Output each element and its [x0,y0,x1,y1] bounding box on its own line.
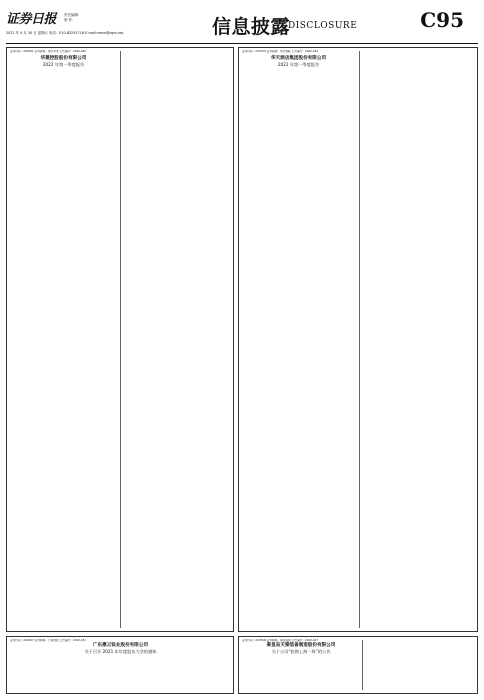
right-report-column-1 [242,50,355,629]
editor-credits [64,13,82,22]
page-number: C95 [420,8,464,32]
right-report-code-line: 证券代码：002010 证券简称：传化智联 公告编号：2022-034 [242,50,318,53]
right-report-company: 华天酒店集团股份有限公司 [270,55,327,61]
left-report-pane [6,47,234,632]
bottom-left-notice [6,636,234,694]
right-report-pane [238,47,478,632]
bottom-left-title: 关于召开 2021 年年度股东大会的通知 [84,648,157,654]
masthead-rule [6,43,478,44]
left-report-column-2 [123,50,232,629]
bottom-left-code-line: 证券代码：002647 证券简称：仁东控股 公告编号：2022-031 [10,639,86,642]
bottom-right-notice-column-2 [365,639,476,691]
column-divider [362,640,363,690]
left-report-column-1 [10,50,117,629]
section-title: 信息披露 [212,16,291,38]
left-report-company: 华菱控股股份有限公司 [40,55,87,61]
masthead [6,6,478,46]
column-divider [359,51,360,628]
bottom-right-title: 关于公司“收购上海一致”的公告 [271,648,331,654]
column-divider [120,51,121,628]
newspaper-logo: 证券日报 [6,12,57,27]
dateline: 2022 年 4 月 30 日 星期六 电话：010-83251716 E-mail:zmzx@zqrb.net [6,31,124,35]
bottom-right-notice [238,636,478,694]
bottom-right-company: 秦皇岛天秦装备制造股份有限公司 [266,642,336,648]
bottom-left-notice-body [10,639,231,691]
right-report-title: 2022 年第一季度报告 [277,61,320,67]
producer-line: 制 作： [64,17,76,22]
bottom-left-company: 广东惠云钛业股份有限公司 [92,642,149,648]
left-report-code-line: 证券代码：002631 证券简称：德尔未来 公告编号：2022-040 [10,50,86,53]
left-report-title: 2022 年第一季度报告 [42,61,85,67]
bottom-right-notice-body [242,639,360,691]
bottom-right-code-line: 证券代码：603518 证券简称：锦泓集团 公告编号：2022-027 [242,639,318,642]
right-report-column-2 [362,50,476,629]
section-title-english: DISCLOSURE [288,21,358,31]
editor-line: 责任编辑： [64,13,82,17]
